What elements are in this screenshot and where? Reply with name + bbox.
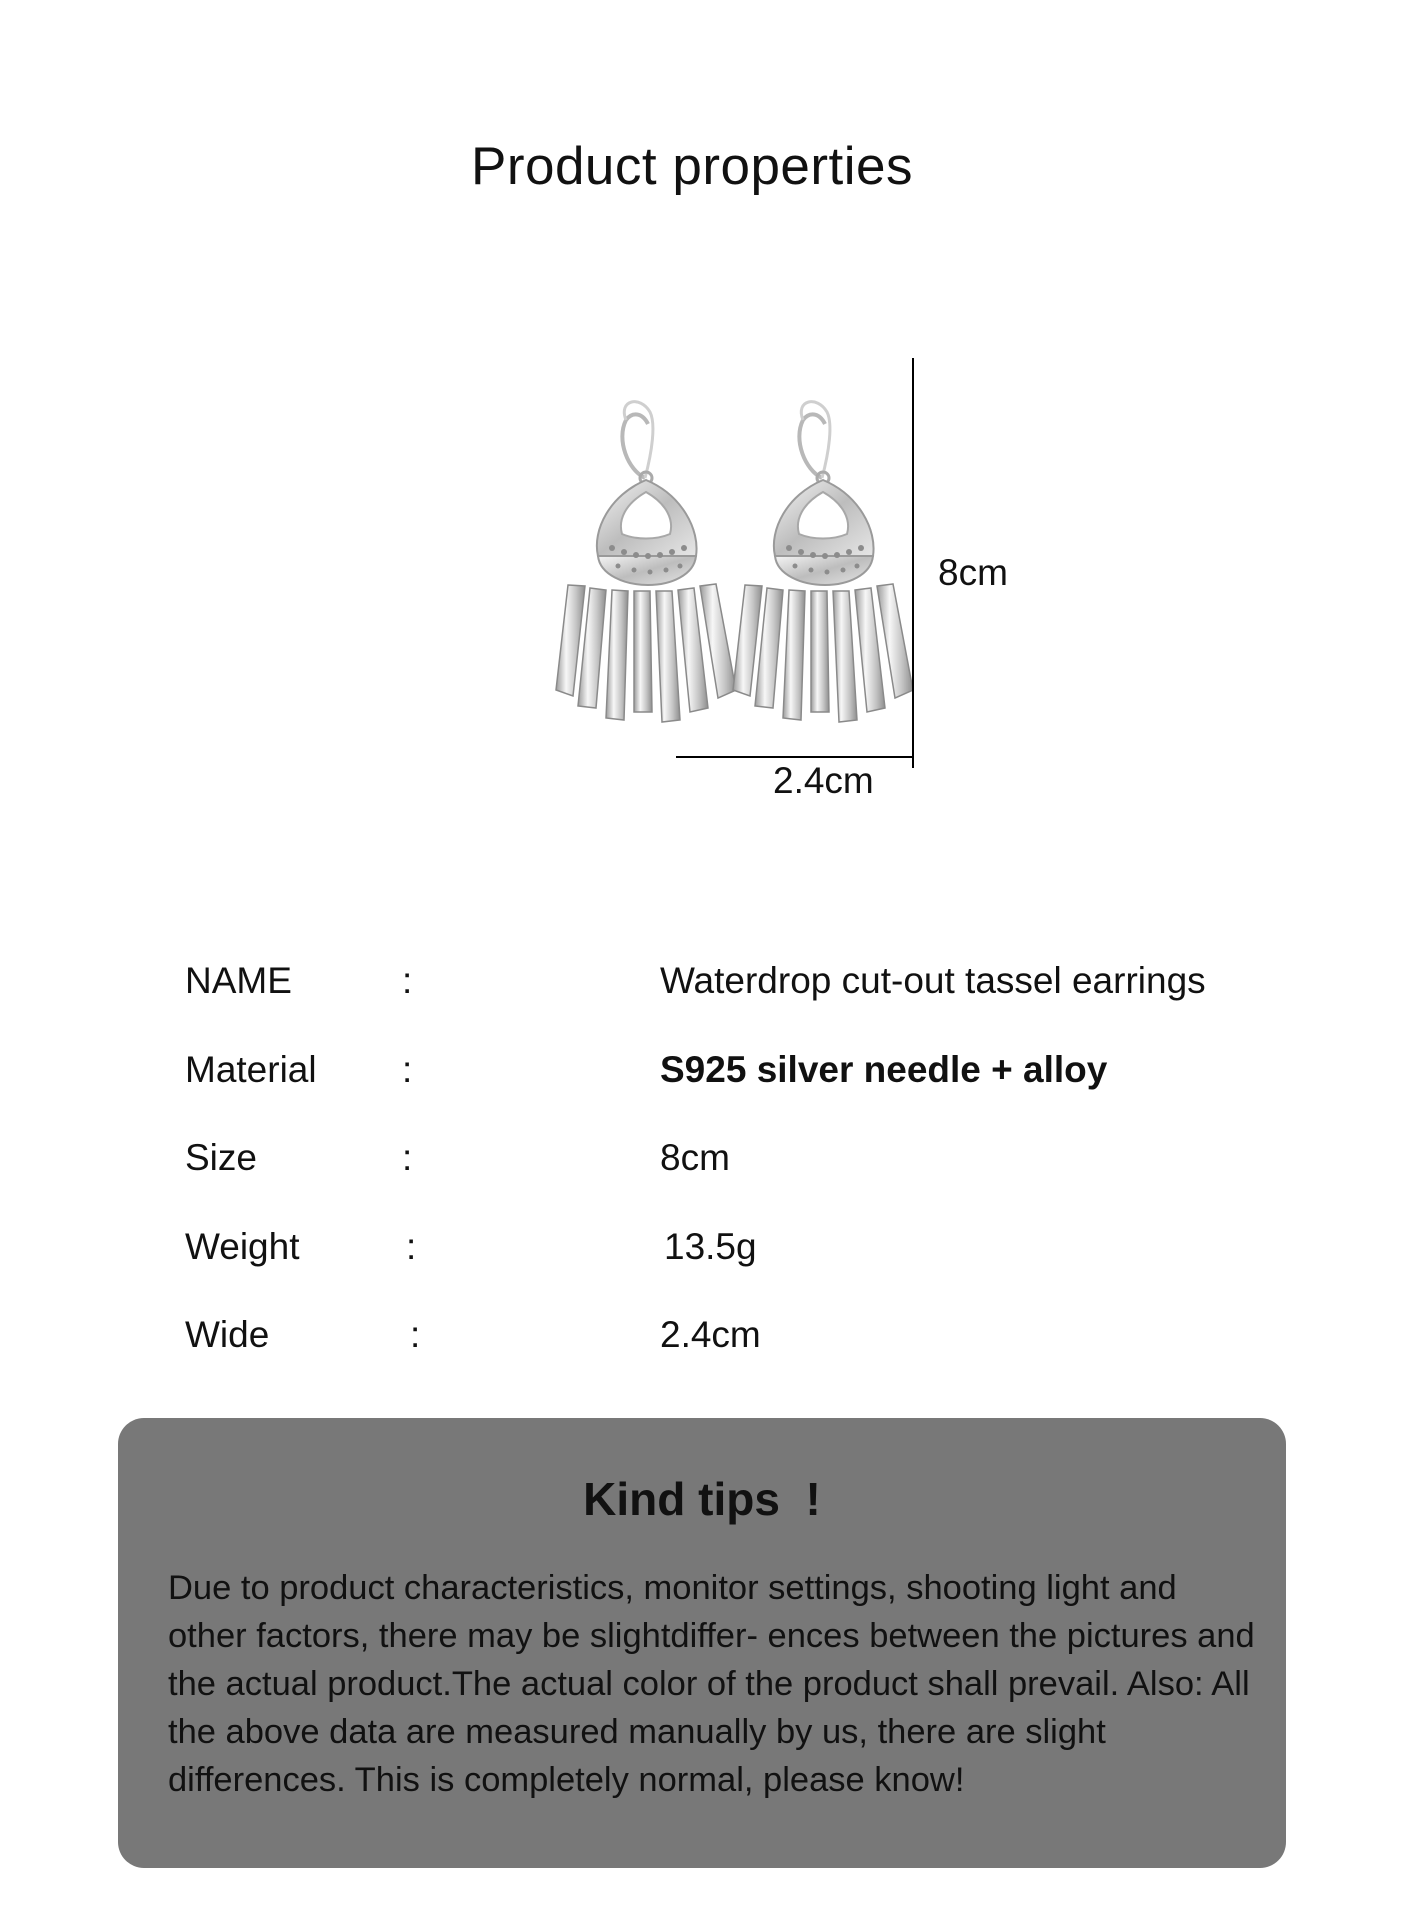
height-label: 8cm [938, 552, 1008, 593]
page-title: Product properties [470, 137, 914, 196]
left-earring [556, 402, 736, 722]
property-colon: : [410, 1314, 421, 1355]
property-colon: : [402, 960, 413, 1001]
kind-tips-box [118, 1418, 1286, 1868]
width-dimension-line [676, 756, 914, 758]
property-label: Material [185, 1049, 317, 1090]
width-label: 2.4cm [773, 760, 874, 801]
tips-title: Kind tips ! [583, 1473, 821, 1525]
property-row-size [0, 1128, 1421, 1188]
property-colon: : [406, 1226, 417, 1267]
property-label: NAME [185, 960, 292, 1001]
property-row-name [0, 951, 1421, 1011]
property-row-material [0, 1040, 1421, 1100]
property-row-wide [0, 1305, 1421, 1365]
height-dimension-line [912, 358, 914, 768]
property-colon: : [402, 1049, 413, 1090]
property-value: 8cm [660, 1137, 730, 1178]
property-colon: : [402, 1137, 413, 1178]
product-figure [0, 0, 1421, 820]
property-label: Size [185, 1137, 257, 1178]
property-value: Waterdrop cut-out tassel earrings [660, 960, 1206, 1001]
property-value: S925 silver needle + alloy [660, 1049, 1108, 1090]
property-label: Wide [185, 1314, 270, 1355]
property-label: Weight [185, 1226, 300, 1267]
property-value: 13.5g [664, 1226, 757, 1267]
property-value: 2.4cm [660, 1314, 761, 1355]
earrings-photo-icon [0, 0, 1421, 820]
property-row-weight [0, 1217, 1421, 1277]
tips-body: Due to product characteristics, monitor settings, shooting light and other factors, there may be slightdiffer- ences between the pictures and the actual product.The actual color of the product shall prevail. Also: All the above data are measured manually by us, there are slight differences. This is completely normal, please know! [168, 1569, 1255, 1799]
right-earring [733, 402, 913, 722]
